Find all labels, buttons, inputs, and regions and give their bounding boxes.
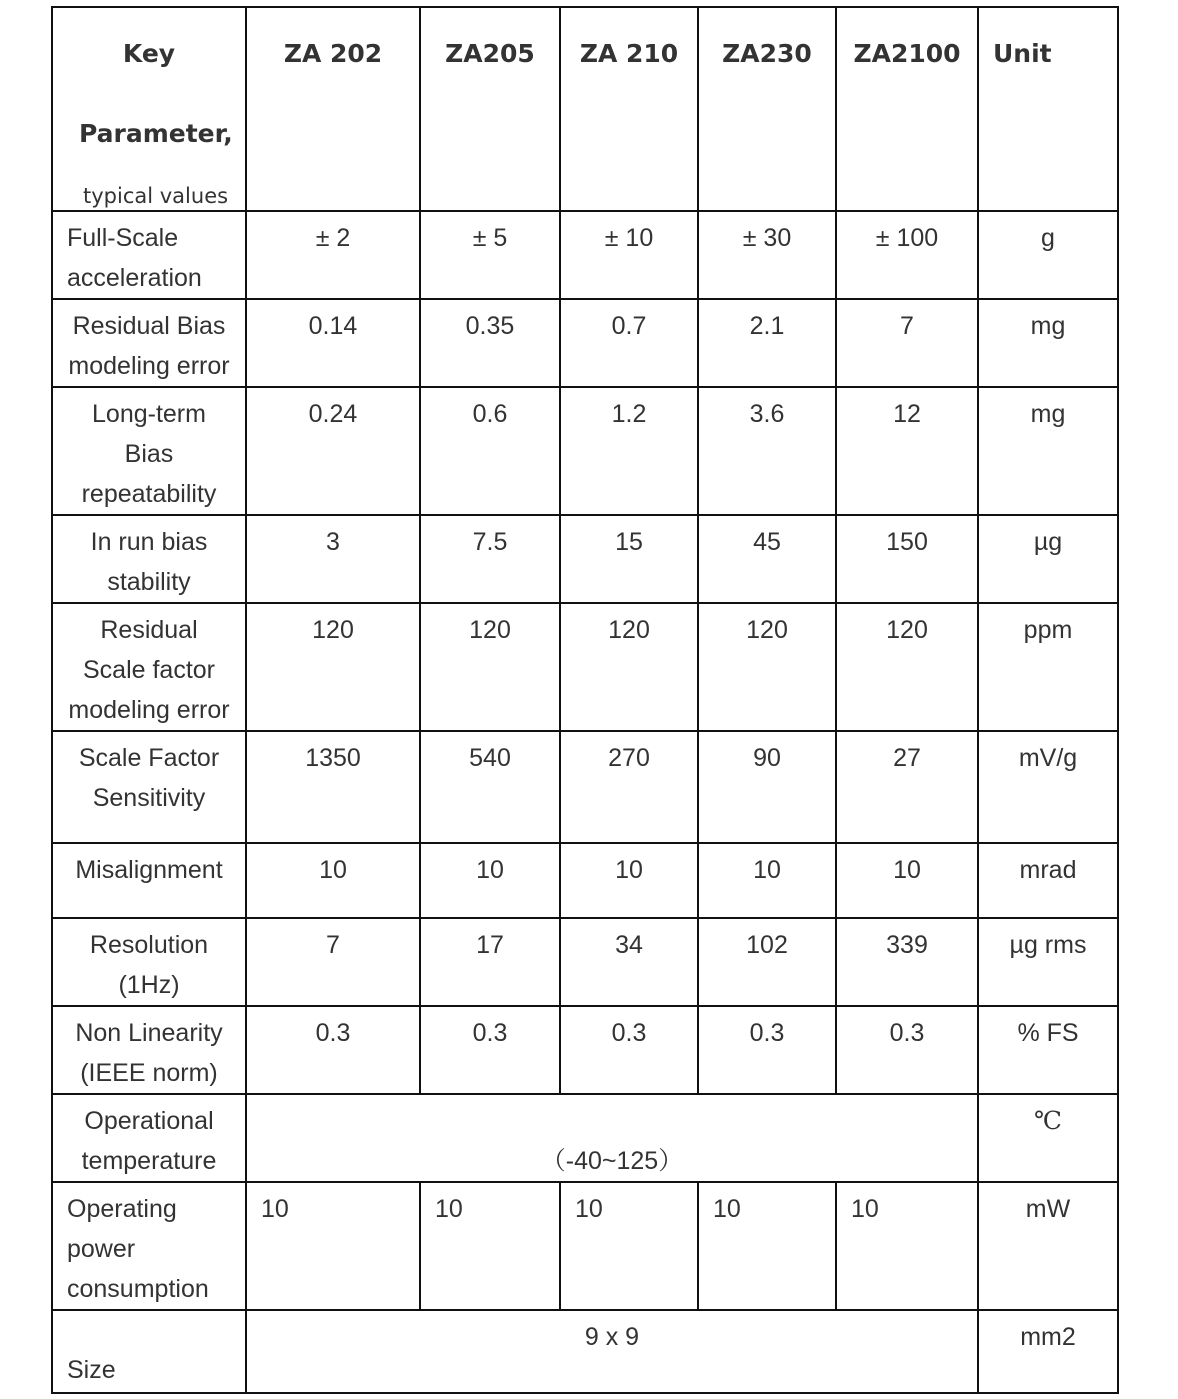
parameter-label: Parameter, [79, 119, 233, 148]
unit-cell: µg [978, 515, 1118, 603]
param-line: Sensitivity [92, 784, 206, 812]
value-cell: 17 [420, 918, 560, 1006]
unit-cell: mrad [978, 843, 1118, 918]
value-cell: 15 [560, 515, 698, 603]
table-row [52, 918, 1118, 1006]
param-line: Non Linearity [75, 1019, 223, 1047]
unit-cell: ppm [978, 603, 1118, 731]
unit-cell: mV/g [978, 731, 1118, 843]
value-cell: 1.2 [560, 387, 698, 515]
param-cell [52, 1182, 246, 1310]
unit-cell: µg rms [978, 918, 1118, 1006]
value-cell: 120 [560, 603, 698, 731]
param-line: modeling error [68, 352, 230, 380]
param-cell [52, 731, 246, 843]
value-cell: 90 [698, 731, 836, 843]
value-cell: 2.1 [698, 299, 836, 387]
value-cell: 10 [560, 1182, 698, 1310]
table-row [52, 1094, 1118, 1182]
value-cell: ± 100 [836, 211, 978, 299]
param-cell [52, 515, 246, 603]
param-line: Residual [100, 616, 198, 644]
value-cell: 12 [836, 387, 978, 515]
unit-cell: mW [978, 1182, 1118, 1310]
value-cell: 3.6 [698, 387, 836, 515]
value-cell: 540 [420, 731, 560, 843]
value-cell: ± 2 [246, 211, 420, 299]
value-cell: 0.3 [698, 1006, 836, 1094]
param-cell [52, 1310, 246, 1393]
param-line: Scale factor [82, 656, 215, 684]
value-cell: 10 [698, 1182, 836, 1310]
table-row [52, 299, 1118, 387]
value-cell: 10 [560, 843, 698, 918]
value-cell: 270 [560, 731, 698, 843]
value-cell: 27 [836, 731, 978, 843]
value-cell: 120 [420, 603, 560, 731]
value-cell: 0.14 [246, 299, 420, 387]
value-cell: 120 [836, 603, 978, 731]
param-line: Full-Scale [67, 224, 179, 252]
temperature-range-cell [246, 1094, 978, 1182]
value-cell: 10 [420, 1182, 560, 1310]
param-line: Operating [67, 1195, 177, 1223]
table-row [52, 603, 1118, 731]
table-row [52, 1182, 1118, 1310]
unit-cell: g [978, 211, 1118, 299]
param-line: (IEEE norm) [80, 1059, 218, 1087]
param-line: power [67, 1235, 136, 1263]
value-cell: 0.3 [836, 1006, 978, 1094]
key-label: Key [122, 39, 176, 68]
table-row [52, 1006, 1118, 1094]
table-row [52, 211, 1118, 299]
value-cell: 45 [698, 515, 836, 603]
model-header: ZA230 [698, 7, 836, 211]
unit-cell: % FS [978, 1006, 1118, 1094]
model-header: ZA 210 [560, 7, 698, 211]
unit-cell: ℃ [978, 1094, 1118, 1182]
value-cell: 1350 [246, 731, 420, 843]
param-line: acceleration [67, 264, 202, 292]
size-value-cell: 9 x 9 [246, 1310, 978, 1393]
param-line: Bias [124, 440, 174, 468]
value-cell: 0.3 [560, 1006, 698, 1094]
param-line: Operational [84, 1107, 214, 1135]
value-cell: 0.3 [420, 1006, 560, 1094]
param-cell [52, 1006, 246, 1094]
table-row [52, 387, 1118, 515]
value-cell: ± 30 [698, 211, 836, 299]
param-line: Scale Factor [78, 744, 220, 772]
key-parameter-header [52, 7, 246, 211]
value-cell: 150 [836, 515, 978, 603]
value-cell: 0.7 [560, 299, 698, 387]
value-cell: 0.24 [246, 387, 420, 515]
table-row [52, 731, 1118, 843]
value-cell: 120 [698, 603, 836, 731]
value-cell: 10 [420, 843, 560, 918]
param-line: stability [107, 568, 191, 596]
temperature-range: （-40~125） [540, 1147, 684, 1175]
value-cell: 7 [246, 918, 420, 1006]
value-cell: 10 [246, 843, 420, 918]
model-header: ZA 202 [246, 7, 420, 211]
value-cell: ± 5 [420, 211, 560, 299]
value-cell: 34 [560, 918, 698, 1006]
model-header: ZA2100 [836, 7, 978, 211]
value-cell: ± 10 [560, 211, 698, 299]
value-cell: 10 [836, 843, 978, 918]
spec-table [51, 6, 1119, 1394]
param-cell [52, 918, 246, 1006]
param-line: (1Hz) [118, 971, 180, 999]
size-label: Size [67, 1356, 116, 1384]
unit-cell: mm2 [978, 1310, 1118, 1393]
typical-values-label: typical values [83, 184, 229, 208]
value-cell: 10 [246, 1182, 420, 1310]
value-cell: 3 [246, 515, 420, 603]
unit-header: Unit [978, 7, 1118, 211]
param-line: consumption [67, 1275, 209, 1303]
param-line: modeling error [68, 696, 230, 724]
unit-cell: mg [978, 299, 1118, 387]
param-cell [52, 843, 246, 918]
value-cell: 0.35 [420, 299, 560, 387]
param-line: Misalignment [75, 856, 223, 884]
value-cell: 102 [698, 918, 836, 1006]
unit-cell: mg [978, 387, 1118, 515]
value-cell: 120 [246, 603, 420, 731]
param-line: repeatability [81, 480, 217, 508]
table-row [52, 1310, 1118, 1393]
param-cell [52, 603, 246, 731]
value-cell: 7 [836, 299, 978, 387]
value-cell: 0.6 [420, 387, 560, 515]
param-cell [52, 299, 246, 387]
value-cell: 10 [698, 843, 836, 918]
table-row [52, 515, 1118, 603]
model-header: ZA205 [420, 7, 560, 211]
param-line: In run bias [90, 528, 208, 556]
param-cell [52, 211, 246, 299]
param-line: Resolution [89, 931, 209, 959]
value-cell: 10 [836, 1182, 978, 1310]
header-row [52, 7, 1118, 211]
table-row [52, 843, 1118, 918]
param-line: Long-term [92, 400, 206, 428]
value-cell: 0.3 [246, 1006, 420, 1094]
param-line: temperature [81, 1147, 217, 1175]
param-cell [52, 387, 246, 515]
value-cell: 7.5 [420, 515, 560, 603]
param-cell [52, 1094, 246, 1182]
param-line: Residual Bias [72, 312, 226, 340]
value-cell: 339 [836, 918, 978, 1006]
